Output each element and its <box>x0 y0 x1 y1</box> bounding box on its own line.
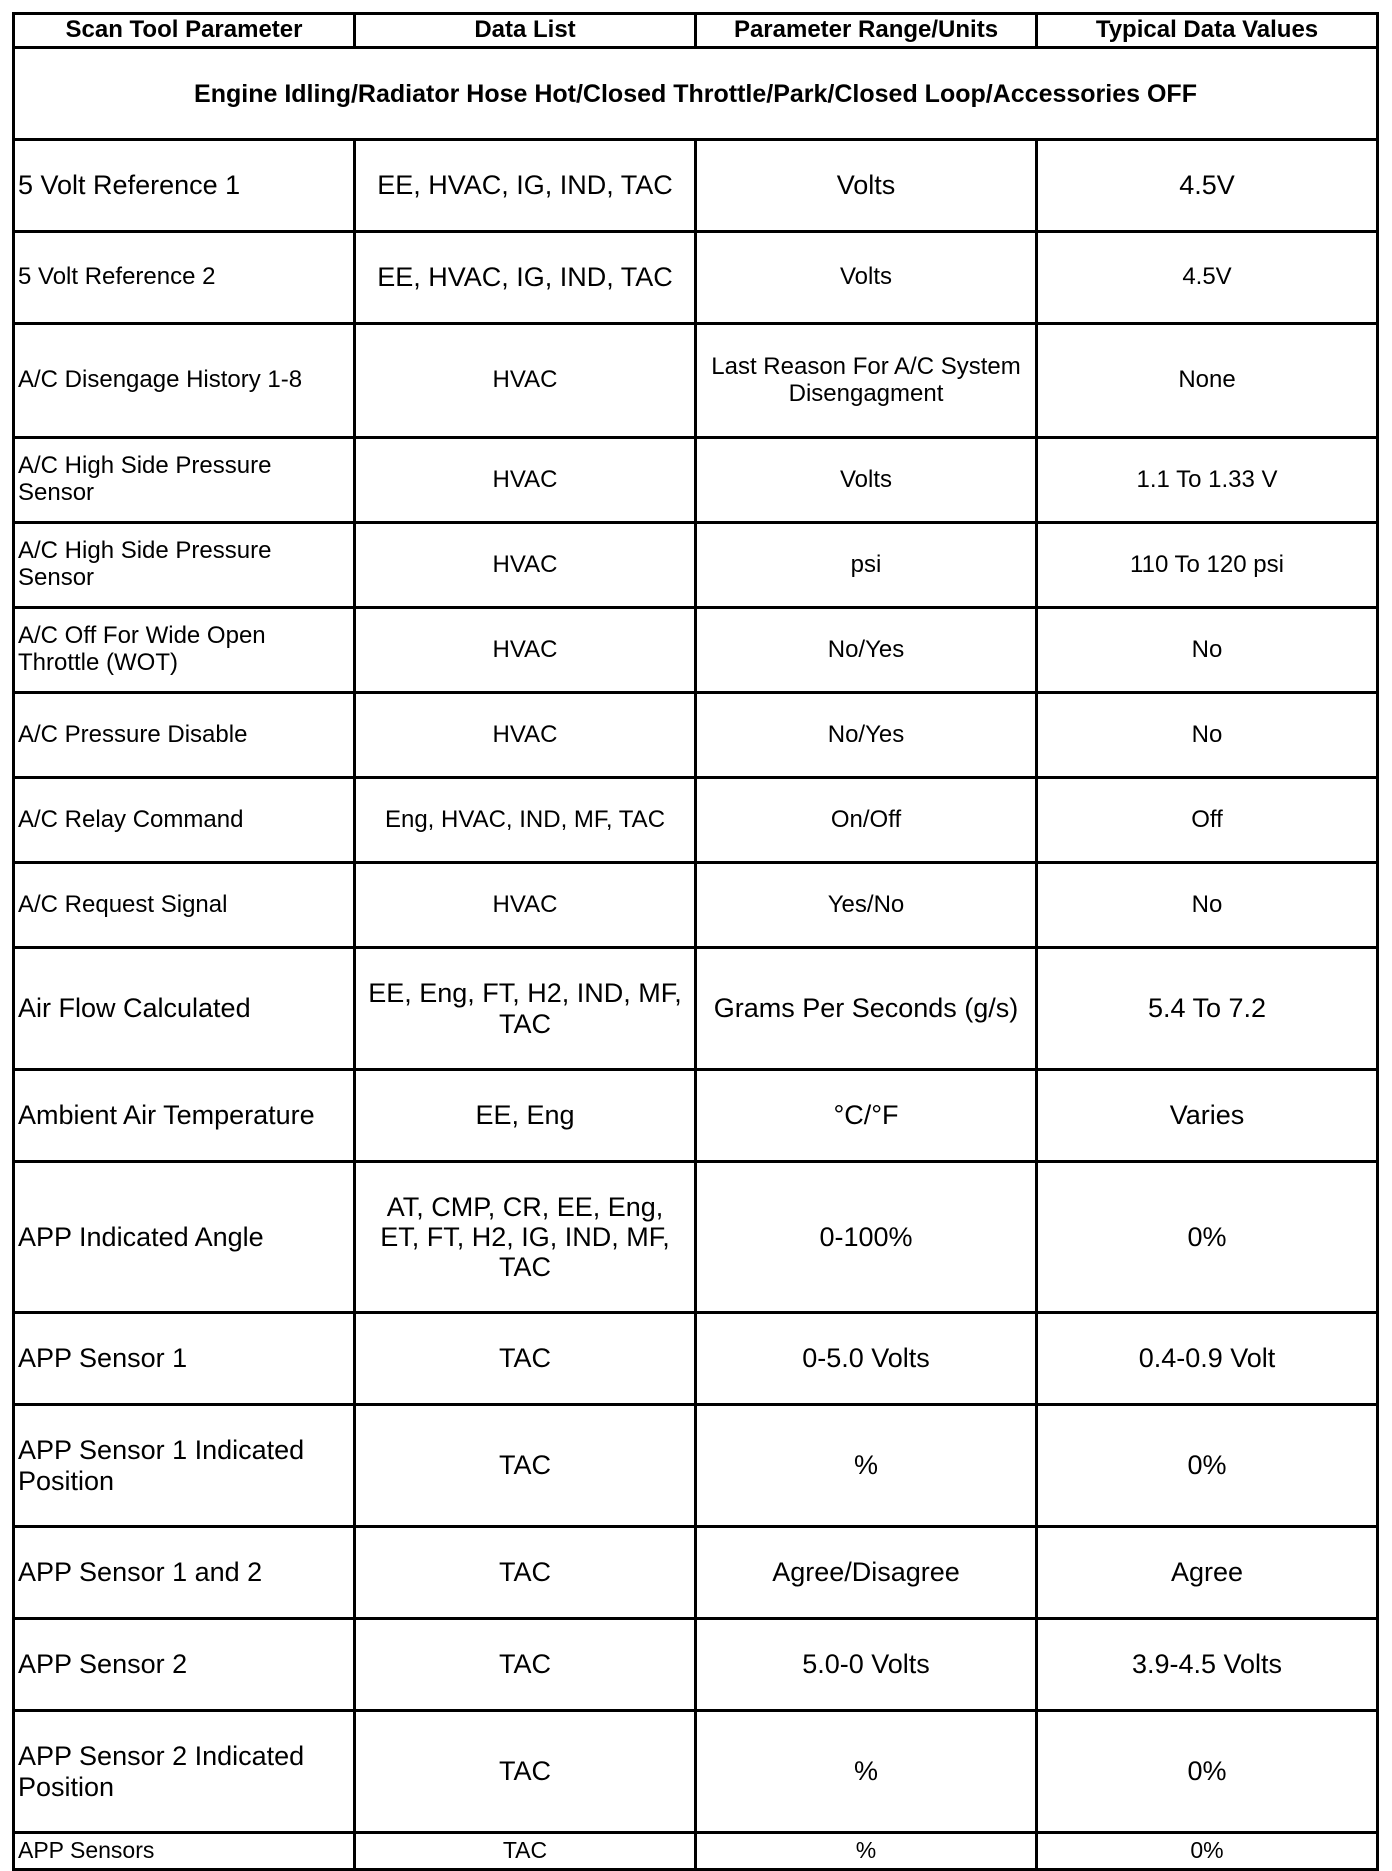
typical-value: 4.5V <box>1037 140 1378 232</box>
typical-value: None <box>1037 324 1378 438</box>
data-list-value: TAC <box>355 1833 696 1870</box>
parameter-name: APP Sensor 2 Indicated Position <box>14 1711 355 1833</box>
data-list-value: EE, HVAC, IG, IND, TAC <box>355 232 696 324</box>
table-row <box>14 523 1378 608</box>
typical-value: 0% <box>1037 1405 1378 1527</box>
parameter-name: Air Flow Calculated <box>14 948 355 1070</box>
typical-value: No <box>1037 608 1378 693</box>
range-units-value: Agree/Disagree <box>696 1527 1037 1619</box>
table-row <box>14 140 1378 232</box>
data-list-value: TAC <box>355 1313 696 1405</box>
table-row <box>14 232 1378 324</box>
parameter-name: A/C High Side Pressure Sensor <box>14 523 355 608</box>
table-row <box>14 1619 1378 1711</box>
condition-row <box>14 48 1378 140</box>
range-units-value: Last Reason For A/C System Disengagment <box>696 324 1037 438</box>
typical-value: 0% <box>1037 1711 1378 1833</box>
scan-tool-data-table <box>12 12 1379 1871</box>
data-list-value: TAC <box>355 1619 696 1711</box>
parameter-name: 5 Volt Reference 2 <box>14 232 355 324</box>
table-row <box>14 948 1378 1070</box>
typical-value: Varies <box>1037 1070 1378 1162</box>
parameter-name: APP Sensor 1 <box>14 1313 355 1405</box>
range-units-value: 5.0-0 Volts <box>696 1619 1037 1711</box>
typical-value: 3.9-4.5 Volts <box>1037 1619 1378 1711</box>
data-list-value: EE, HVAC, IG, IND, TAC <box>355 140 696 232</box>
range-units-value: % <box>696 1833 1037 1870</box>
data-list-value: EE, Eng, FT, H2, IND, MF, TAC <box>355 948 696 1070</box>
range-units-value: 0-100% <box>696 1162 1037 1313</box>
typical-value: 0.4-0.9 Volt <box>1037 1313 1378 1405</box>
data-list-value: HVAC <box>355 523 696 608</box>
range-units-value: Grams Per Seconds (g/s) <box>696 948 1037 1070</box>
typical-value: No <box>1037 693 1378 778</box>
parameter-name: 5 Volt Reference 1 <box>14 140 355 232</box>
data-list-value: HVAC <box>355 863 696 948</box>
table-row <box>14 438 1378 523</box>
range-units-value: Volts <box>696 438 1037 523</box>
range-units-value: % <box>696 1405 1037 1527</box>
typical-value: Agree <box>1037 1527 1378 1619</box>
typical-value: 110 To 120 psi <box>1037 523 1378 608</box>
data-list-value: TAC <box>355 1405 696 1527</box>
range-units-value: °C/°F <box>696 1070 1037 1162</box>
data-list-value: EE, Eng <box>355 1070 696 1162</box>
range-units-value: No/Yes <box>696 608 1037 693</box>
test-condition: Engine Idling/Radiator Hose Hot/Closed Throttle/Park/Closed Loop/Accessories OFF <box>14 48 1378 140</box>
data-list-value: TAC <box>355 1527 696 1619</box>
parameter-name: A/C Disengage History 1-8 <box>14 324 355 438</box>
range-units-value: 0-5.0 Volts <box>696 1313 1037 1405</box>
data-list-value: HVAC <box>355 438 696 523</box>
table-row <box>14 1405 1378 1527</box>
data-list-value: HVAC <box>355 324 696 438</box>
typical-value: No <box>1037 863 1378 948</box>
table-row <box>14 1162 1378 1313</box>
parameter-name: APP Sensor 1 Indicated Position <box>14 1405 355 1527</box>
range-units-value: % <box>696 1711 1037 1833</box>
data-list-value: HVAC <box>355 693 696 778</box>
header-row <box>14 14 1378 48</box>
header-scan-tool-parameter: Scan Tool Parameter <box>14 14 355 48</box>
typical-value: 5.4 To 7.2 <box>1037 948 1378 1070</box>
typical-value: 1.1 To 1.33 V <box>1037 438 1378 523</box>
table-row <box>14 1313 1378 1405</box>
parameter-name: A/C Off For Wide Open Throttle (WOT) <box>14 608 355 693</box>
header-parameter-range-units: Parameter Range/Units <box>696 14 1037 48</box>
table-row <box>14 1711 1378 1833</box>
table-row <box>14 1527 1378 1619</box>
range-units-value: psi <box>696 523 1037 608</box>
parameter-name: A/C Pressure Disable <box>14 693 355 778</box>
parameter-name: Ambient Air Temperature <box>14 1070 355 1162</box>
data-list-value: HVAC <box>355 608 696 693</box>
parameter-name: APP Sensors <box>14 1833 355 1870</box>
table-row <box>14 608 1378 693</box>
data-list-value: Eng, HVAC, IND, MF, TAC <box>355 778 696 863</box>
typical-value: 4.5V <box>1037 232 1378 324</box>
table-row <box>14 778 1378 863</box>
parameter-name: A/C Relay Command <box>14 778 355 863</box>
table-row <box>14 1070 1378 1162</box>
typical-value: 0% <box>1037 1833 1378 1870</box>
range-units-value: Volts <box>696 232 1037 324</box>
table-row <box>14 324 1378 438</box>
range-units-value: Yes/No <box>696 863 1037 948</box>
typical-value: Off <box>1037 778 1378 863</box>
parameter-name: A/C High Side Pressure Sensor <box>14 438 355 523</box>
parameter-name: APP Sensor 1 and 2 <box>14 1527 355 1619</box>
data-list-value: AT, CMP, CR, EE, Eng, ET, FT, H2, IG, IND, MF, TAC <box>355 1162 696 1313</box>
header-typical-data-values: Typical Data Values <box>1037 14 1378 48</box>
range-units-value: Volts <box>696 140 1037 232</box>
range-units-value: On/Off <box>696 778 1037 863</box>
parameter-name: APP Sensor 2 <box>14 1619 355 1711</box>
table-row <box>14 693 1378 778</box>
parameter-name: A/C Request Signal <box>14 863 355 948</box>
table-row <box>14 863 1378 948</box>
typical-value: 0% <box>1037 1162 1378 1313</box>
header-data-list: Data List <box>355 14 696 48</box>
data-list-value: TAC <box>355 1711 696 1833</box>
range-units-value: No/Yes <box>696 693 1037 778</box>
parameter-name: APP Indicated Angle <box>14 1162 355 1313</box>
